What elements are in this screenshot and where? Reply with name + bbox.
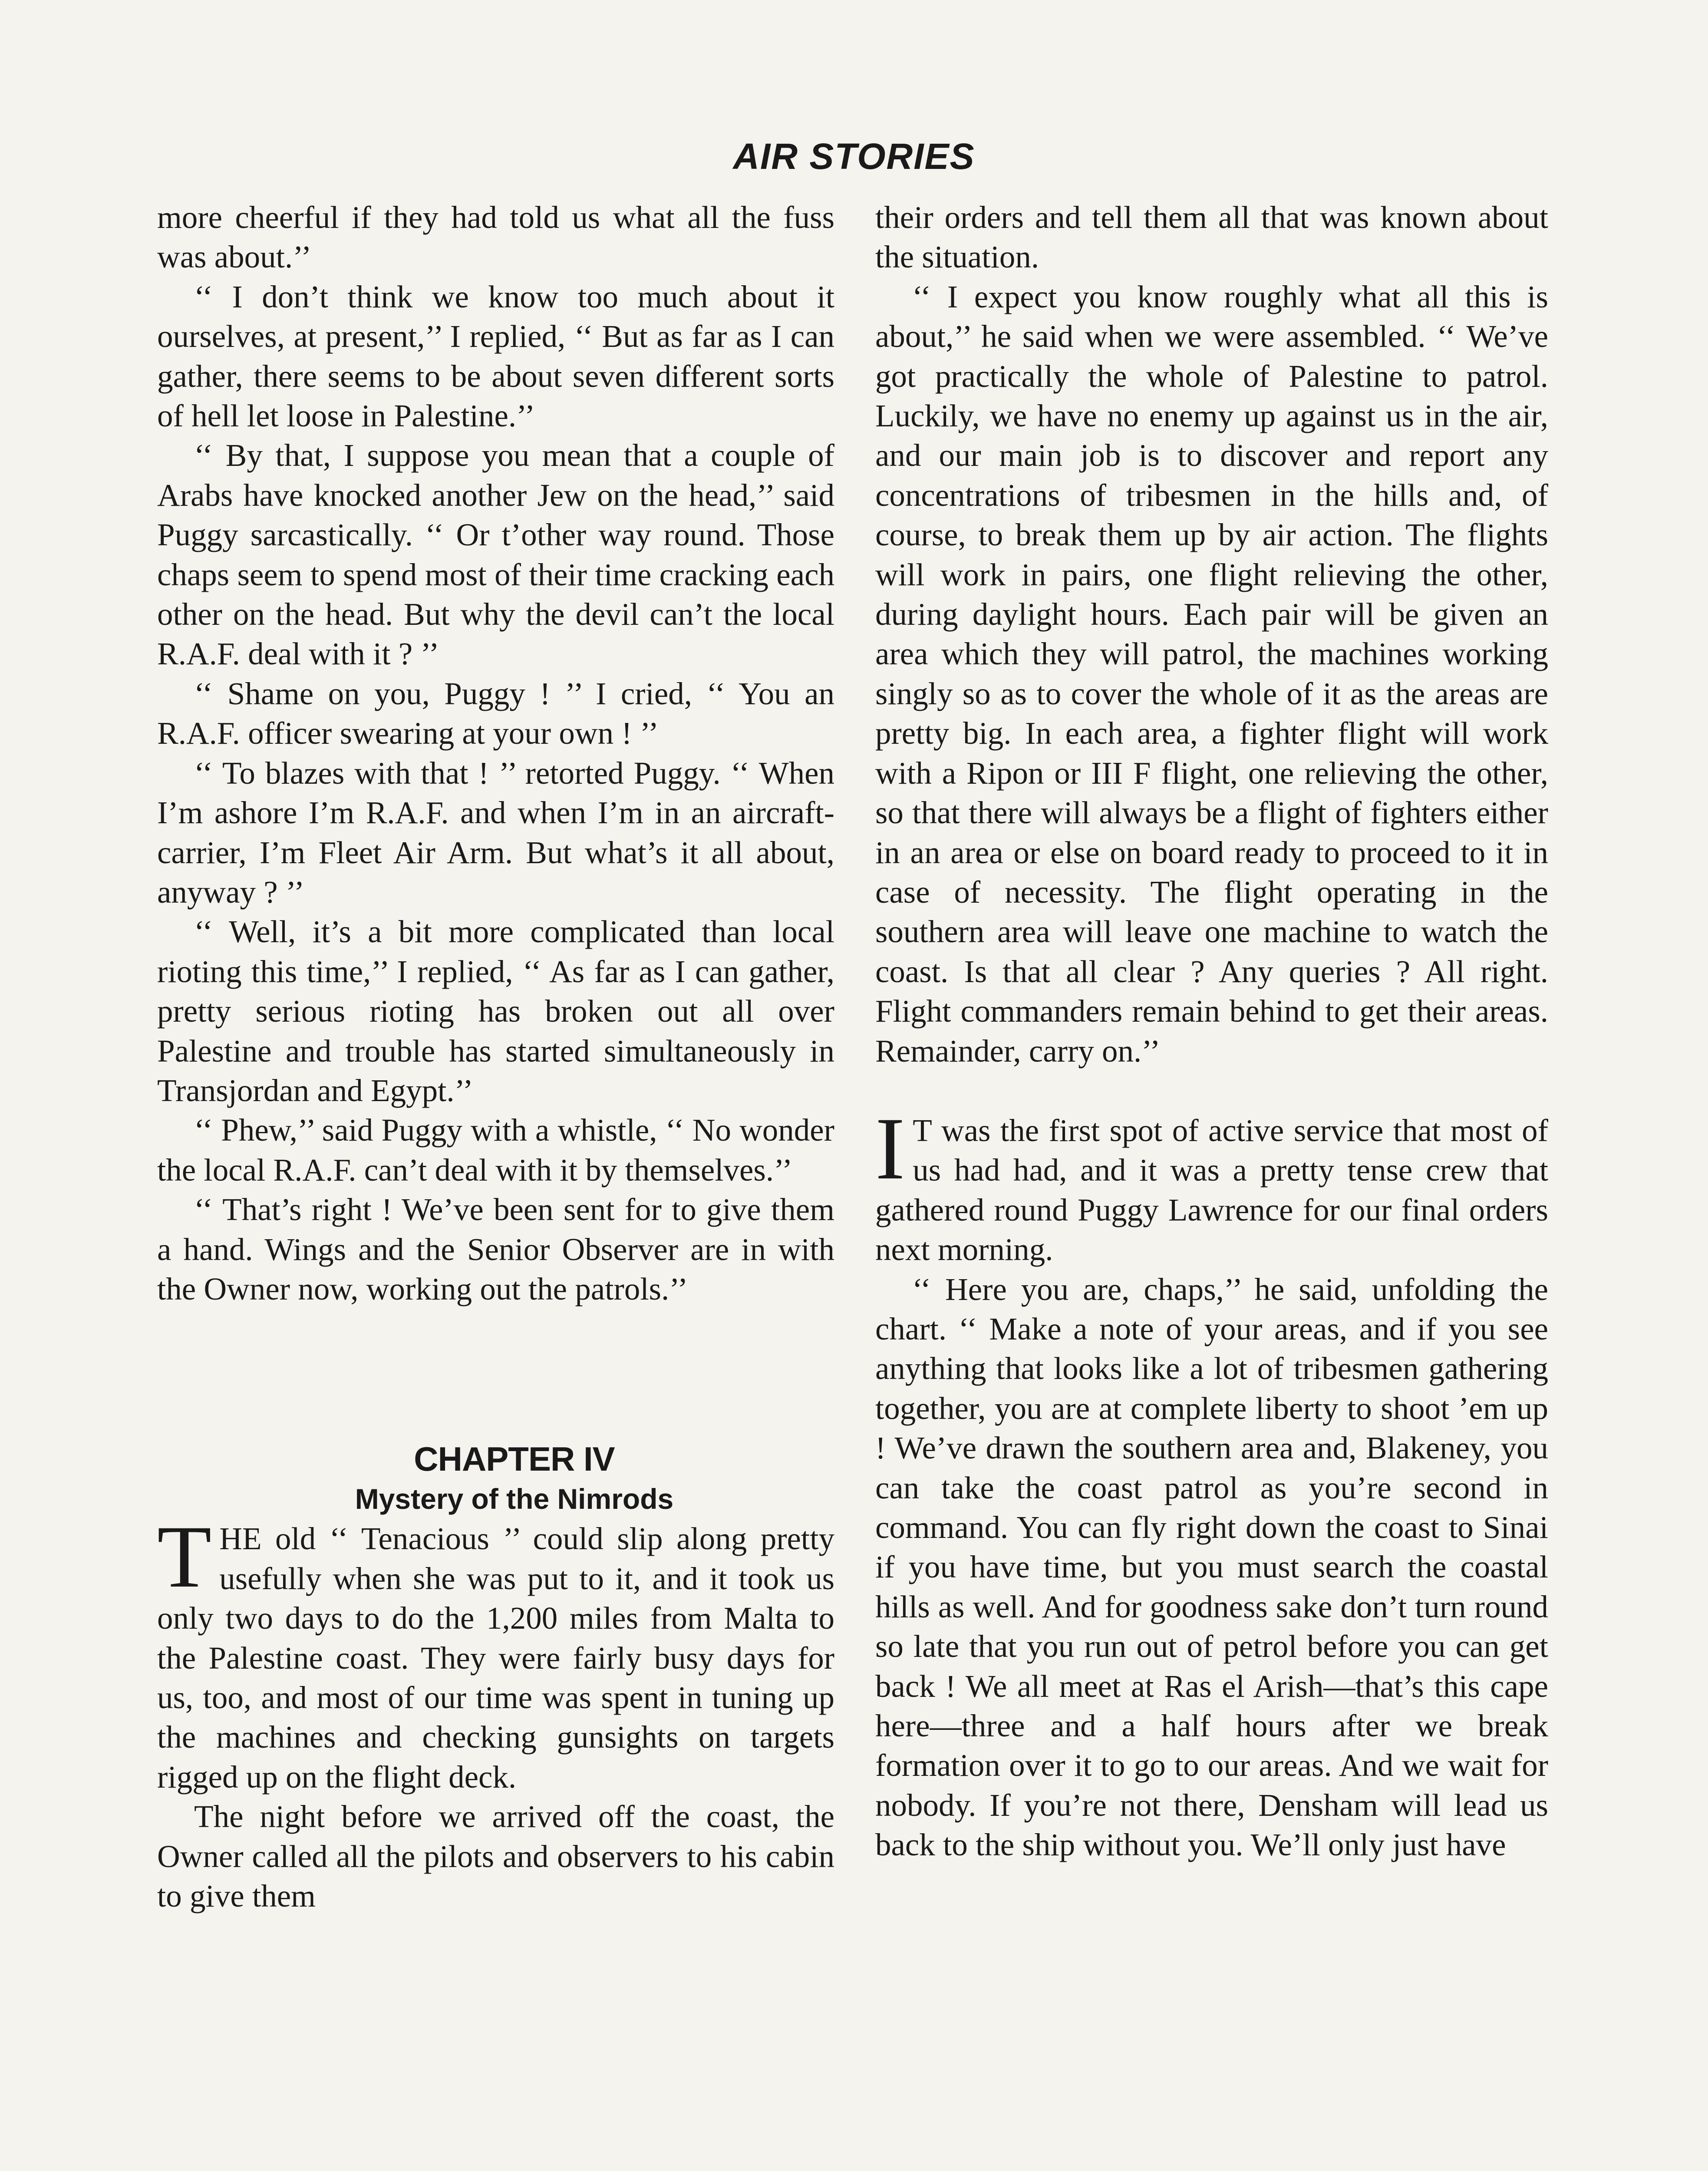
opening-text: was the first spot of active service that most of us had had, and it was a pretty tense crew that gathered round Puggy Lawrence for our final orders next morning. [875,1112,1548,1267]
section-break [875,1071,1548,1111]
paragraph: ‘‘ That’s right ! We’ve been sent for to give them a hand. Wings and the Senior Observer are in with the Owner now, working out the patrols.’’ [157,1192,834,1307]
drop-cap: T [157,1508,212,1607]
paragraph: The night before we arrived off the coast, the Owner called all the pilots and observers to his cabin to give them [157,1799,834,1914]
chapter-opening-paragraph [157,1508,834,1797]
paragraph: ‘‘ Well, it’s a bit more complicated than local rioting this time,’’ I replied, ‘‘ As far as I can gather, pretty serious rioting has broken out all over Palestine and trouble has started simultaneously in Transjordan and Egypt.’’ [157,914,834,1108]
opening-text: old ‘‘ Tenacious ’’ could slip along pretty usefully when she was put to it, and it took us only two days to do the 1,200 miles from Malta to the Palestine coast. They were fairly busy days for us, too, and most of our time was spent in tuning up the machines and checking gunsights on targets rigged up on the flight deck. [157,1521,834,1795]
paragraph: ‘‘ Phew,’’ said Puggy with a whistle, ‘‘ No wonder the local R.A.F. can’t deal with it by themselves.’’ [157,1112,834,1188]
chapter-heading: CHAPTER IV [414,1440,615,1478]
left-column [157,198,834,1916]
paragraph: ‘‘ Here you are, chaps,’’ he said, unfolding the chart. ‘‘ Make a note of your areas, and if you see anything that looks like a lot of tribesmen gathering together, you are at complete liberty to shoot ’em up ! We’ve drawn the southern area and, Blakeney, you can take the coast patrol as you’re second in command. You can fly right down the coast to Sinai if you have time, but you must search the coastal hills as well. And for goodness sake don’t turn round so late that you run out of petrol before you can get back ! We all meet at Ras el Arish—that’s this cape here—three and a half hours after we break formation over it to go to our areas. And we wait for nobody. If you’re not there, Densham will lead us back to the ship without you. We’ll only just have [875,1271,1548,1863]
paragraph: ‘‘ I expect you know roughly what all this is about,’’ he said when we were assembled. ‘‘ We’ve got practically the whole of Palestine to patrol. Luckily, we have no enemy up against us in the air, and our main job is to discover and report any concentrations of tribesmen in the hills and, of course, to break them up by air action. The flights will work in pairs, one flight relieving the other, during daylight hours. Each pair will be given an area which they will patrol, the machines working singly so as to cover the whole of it as the areas are pretty big. In each area, a fighter flight will work with a Ripon or III F flight, one relieving the other, so that there will always be a flight of fighters either in an area or else on board ready to proceed to it in case of necessity. The flight operating in the southern area will leave one machine to watch the coast. Is that all clear ? Any queries ? All right. Flight commanders remain behind to get their areas. Remainder, carry on.’’ [875,279,1548,1069]
paragraph: their orders and tell them all that was known about the situation. [875,200,1548,275]
running-title: AIR STORIES [733,136,975,177]
drop-cap: I [875,1099,905,1198]
paragraph: ‘‘ I don’t think we know too much about it ourselves, at present,’’ I replied, ‘‘ But as far as I can gather, there seems to be about seven different sorts of hell let loose in Palestine.’’ [157,279,834,434]
chapter-spacer [157,1309,834,1439]
opening-word: T [913,1112,932,1148]
paragraph: more cheerful if they had told us what all the fuss was about.’’ [157,200,834,275]
chapter-subtitle: Mystery of the Nimrods [355,1483,674,1515]
paragraph: ‘‘ By that, I suppose you mean that a couple of Arabs have knocked another Jew on the head,’’ said Puggy sarcastically. ‘‘ Or t’other way round. Those chaps seem to spend most of their time cracking each other on the head. But why the devil can’t the local R.A.F. deal with it ? ’’ [157,438,834,672]
paragraph: ‘‘ To blazes with that ! ’’ retorted Puggy. ‘‘ When I’m ashore I’m R.A.F. and when I’m in an aircraft-carrier, I’m Fleet Air Arm. But what’s it all about, anyway ? ’’ [157,755,834,910]
section-opening-paragraph [875,1099,1548,1270]
right-column [875,198,1548,1865]
opening-word: HE [219,1521,262,1557]
paragraph: ‘‘ Shame on you, Puggy ! ’’ I cried, ‘‘ You an R.A.F. officer swearing at your own ! ’’ [157,676,834,751]
